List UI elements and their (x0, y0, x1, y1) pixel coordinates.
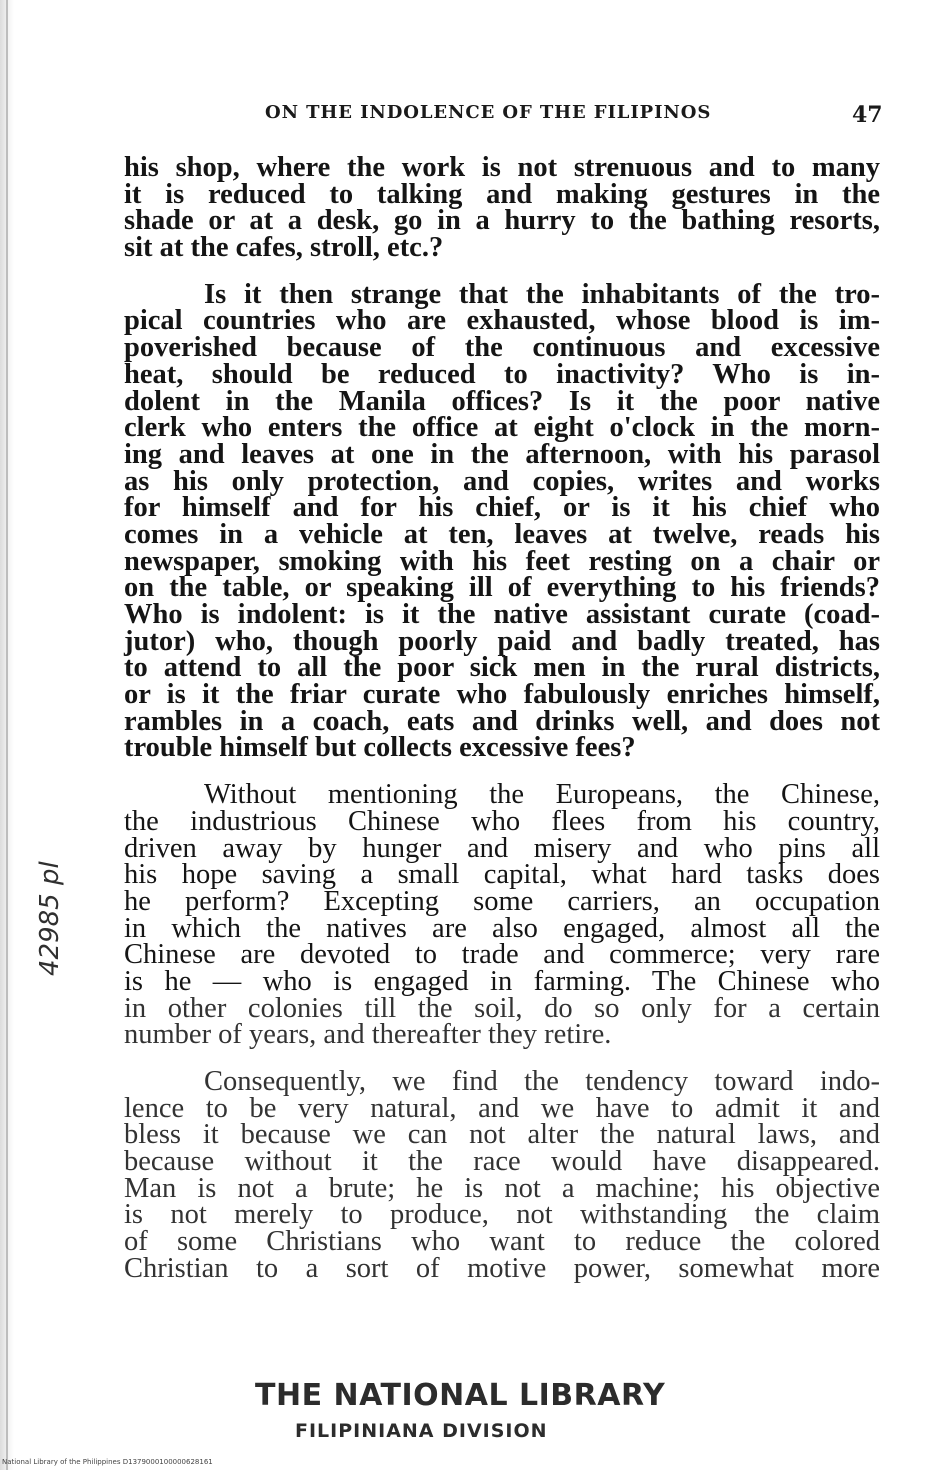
text-line: poverished because of the continuous and excessive (124, 332, 880, 364)
footer-credit: National Library of the Philippines D1379000100000628161 (2, 1458, 213, 1466)
running-title: ON THE INDOLENCE OF THE FILIPINOS (265, 102, 712, 123)
body-text (124, 152, 880, 1284)
text-line: in other colonies till the soil, do so only for a certain (124, 992, 880, 1024)
handwritten-margin-note (22, 760, 72, 980)
text-line: is he — who is engaged in farming. The Chinese who (124, 965, 880, 997)
running-head (0, 102, 951, 132)
text-line: as his only protection, and copies, writes and works (124, 465, 880, 497)
text-line: lence to be very natural, and we have to admit it and (124, 1092, 880, 1124)
text-line: Man is not a brute; he is not a machine; his objective (124, 1172, 880, 1204)
paragraph-4 (124, 1066, 880, 1284)
text-line: Chinese are devoted to trade and commerce; very rare (124, 939, 880, 971)
text-line: trouble himself but collects excessive fees? (124, 732, 636, 764)
text-line: Who is indolent: is it the native assistant curate (coad- (124, 599, 880, 630)
text-line: his shop, where the work is not strenuous and to many (124, 152, 880, 183)
text-line: because without it the race would have disappeared. (124, 1146, 880, 1178)
text-line: the industrious Chinese who flees from his country, (124, 805, 880, 837)
binding-shadow-line (6, 0, 8, 1470)
text-line: ing and leaves at one in the afternoon, with his parasol (124, 438, 880, 470)
text-line: Without mentioning the Europeans, the Chinese, (204, 779, 880, 811)
text-line: pical countries who are exhausted, whose blood is im- (124, 305, 880, 337)
text-line: it is reduced to talking and making gestures in the (124, 178, 880, 210)
text-line: he perform? Excepting some carriers, an occupation (124, 885, 880, 917)
text-line: is not merely to produce, not withstanding the claim (124, 1199, 880, 1231)
text-line: clerk who enters the office at eight o'clock in the morn- (124, 412, 880, 444)
text-line: comes in a vehicle at ten, leaves at twelve, reads his (124, 518, 880, 550)
page-binding-edge (0, 0, 14, 1470)
text-line: Is it then strange that the inhabitants of the tro- (204, 278, 880, 310)
page-number: 47 (852, 102, 883, 128)
text-line: his hope saving a small capital, what hard tasks does (124, 859, 880, 891)
paragraph-1 (124, 152, 880, 264)
text-line: jutor) who, though poorly paid and badly treated, has (124, 625, 880, 657)
text-line: dolent in the Manila offices? Is it the poor native (124, 385, 880, 417)
text-line: sit at the cafes, stroll, etc.? (124, 232, 444, 264)
text-line: on the table, or speaking ill of everything to his friends? (124, 572, 880, 604)
text-line: or is it the friar curate who fabulously enriches himself, (124, 679, 880, 711)
text-line: to attend to all the poor sick men in the rural districts, (124, 652, 880, 684)
text-line: rambles in a coach, eats and drinks well, and does not (124, 705, 880, 737)
text-line: newspaper, smoking with his feet resting on a chair or (124, 545, 880, 577)
stamp-division-name: FILIPINIANA DIVISION (295, 1420, 548, 1442)
margin-note-text: 42985 pl (35, 861, 65, 976)
text-line: Christian to a sort of motive power, somewhat more (124, 1252, 880, 1284)
text-line: number of years, and thereafter they retire. (124, 1019, 612, 1051)
text-line: driven away by hunger and misery and who pins all (124, 832, 880, 864)
text-line: of some Christians who want to reduce the colored (124, 1226, 880, 1258)
text-line: for himself and for his chief, or is it his chief who (124, 492, 880, 524)
text-line: heat, should be reduced to inactivity? Who is in- (124, 358, 880, 390)
text-line: shade or at a desk, go in a hurry to the bathing resorts, (124, 205, 880, 237)
text-line: bless it because we can not alter the natural laws, and (124, 1119, 880, 1151)
text-line: in which the natives are also engaged, almost all the (124, 912, 880, 944)
paragraph-2 (124, 278, 880, 764)
text-line: Consequently, we find the tendency toward indo- (204, 1066, 880, 1097)
paragraph-3 (124, 779, 880, 1051)
stamp-library-name: THE NATIONAL LIBRARY (255, 1378, 666, 1413)
